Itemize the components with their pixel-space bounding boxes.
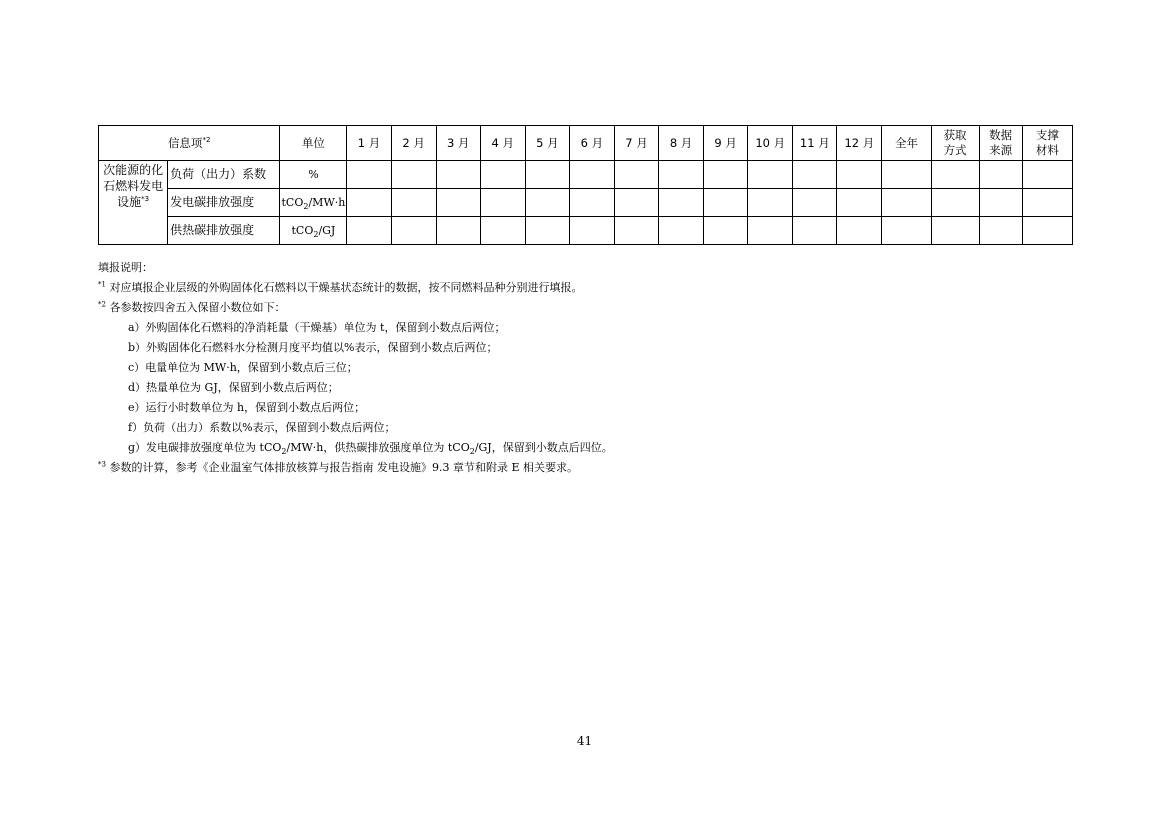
data-cell[interactable] [931,161,979,189]
note-2-item: b）外购固体化石燃料水分检测月度平均值以%表示，保留到小数点后两位； [128,341,498,354]
data-cell[interactable] [1022,189,1072,217]
header-info-item: 信息项$^{*2}$ [99,126,280,161]
data-cell[interactable] [704,161,748,189]
data-cell[interactable] [931,217,979,245]
data-cell[interactable] [704,217,748,245]
data-cell[interactable] [659,189,704,217]
data-cell[interactable] [704,189,748,217]
data-cell[interactable] [391,161,436,189]
data-cell[interactable] [391,217,436,245]
header-month: 7 月 [614,126,658,161]
header-month: 5 月 [525,126,569,161]
data-cell[interactable] [882,161,931,189]
data-cell[interactable] [979,217,1022,245]
data-cell[interactable] [569,217,614,245]
data-cell[interactable] [837,161,882,189]
header-month: 6 月 [569,126,614,161]
data-cell[interactable] [979,161,1022,189]
data-cell[interactable] [436,161,480,189]
row-item: 负荷（出力）系数 [168,161,280,189]
note-2-item: f）负荷（出力）系数以%表示，保留到小数点后两位； [128,421,396,434]
data-cell[interactable] [748,161,793,189]
header-support: 支撑 材料 [1022,126,1072,161]
data-cell[interactable] [979,189,1022,217]
data-cell[interactable] [931,189,979,217]
header-month: 11 月 [793,126,837,161]
data-cell[interactable] [659,217,704,245]
data-cell[interactable] [837,217,882,245]
header-source: 数据 来源 [979,126,1022,161]
data-cell[interactable] [793,189,837,217]
data-cell[interactable] [748,189,793,217]
row-unit: % [280,161,347,189]
data-cell[interactable] [882,217,931,245]
data-cell[interactable] [882,189,931,217]
data-cell[interactable] [525,189,569,217]
data-cell[interactable] [480,189,525,217]
row-unit: tCO$_2$/MW·h [280,189,347,217]
note-2-item: d）热量单位为 GJ，保留到小数点后两位； [128,381,339,394]
data-cell[interactable] [837,189,882,217]
data-cell[interactable] [347,189,391,217]
data-cell[interactable] [793,217,837,245]
data-cell[interactable] [659,161,704,189]
data-cell[interactable] [793,161,837,189]
data-cell[interactable] [569,161,614,189]
table-row [99,189,1073,217]
header-month: 9 月 [704,126,748,161]
data-cell[interactable] [391,189,436,217]
data-cell[interactable] [525,161,569,189]
note-2-item: e）运行小时数单位为 h，保留到小数点后两位； [128,401,366,414]
row-unit: tCO$_2$/GJ [280,217,347,245]
header-month: 2 月 [391,126,436,161]
data-cell[interactable] [347,217,391,245]
data-cell[interactable] [436,189,480,217]
data-cell[interactable] [1022,161,1072,189]
data-cell[interactable] [525,217,569,245]
table-row [99,217,1073,245]
data-cell[interactable] [347,161,391,189]
table-row [99,161,1073,189]
data-cell[interactable] [480,217,525,245]
data-cell[interactable] [480,161,525,189]
header-method: 获取 方式 [931,126,979,161]
row-item: 供热碳排放强度 [168,217,280,245]
note-3: $^{*3}$ 参数的计算，参考《企业温室气体排放核算与报告指南 发电设施》9.3 章节和附录 E 相关要求。 [98,460,578,474]
data-cell[interactable] [436,217,480,245]
data-cell[interactable] [569,189,614,217]
note-2-item: g）发电碳排放强度单位为 tCO$_2$/MW·h，供热碳排放强度单位为 tCO$_2$/GJ，保留到小数点后四位。 [128,441,613,457]
header-month: 8 月 [659,126,704,161]
header-month: 1 月 [347,126,391,161]
header-month: 3 月 [436,126,480,161]
header-month: 10 月 [748,126,793,161]
note-2: $^{*2}$ 各参数按四舍五入保留小数位如下： [98,300,286,314]
header-annual: 全年 [882,126,931,161]
category-cell: 次能源的化 石燃料发电 设施$^{*3}$ [99,161,168,245]
note-1: $^{*1}$ 对应填报企业层级的外购固体化石燃料以干燥基状态统计的数据，按不同燃料品种分别进行填报。 [98,280,583,294]
data-cell[interactable] [1022,217,1072,245]
data-cell[interactable] [614,161,658,189]
note-2-item: c）电量单位为 MW·h，保留到小数点后三位； [128,361,358,374]
notes-title: 填报说明： [98,261,153,274]
data-cell[interactable] [614,189,658,217]
data-table [98,125,1073,245]
table-header-row [99,126,1073,161]
note-2-item: a）外购固体化石燃料的净消耗量（干燥基）单位为 t，保留到小数点后两位； [128,321,506,334]
header-month: 4 月 [480,126,525,161]
data-cell[interactable] [748,217,793,245]
row-item: 发电碳排放强度 [168,189,280,217]
page-number: 41 [576,734,593,748]
header-month: 12 月 [837,126,882,161]
header-unit: 单位 [280,126,347,161]
data-cell[interactable] [614,217,658,245]
